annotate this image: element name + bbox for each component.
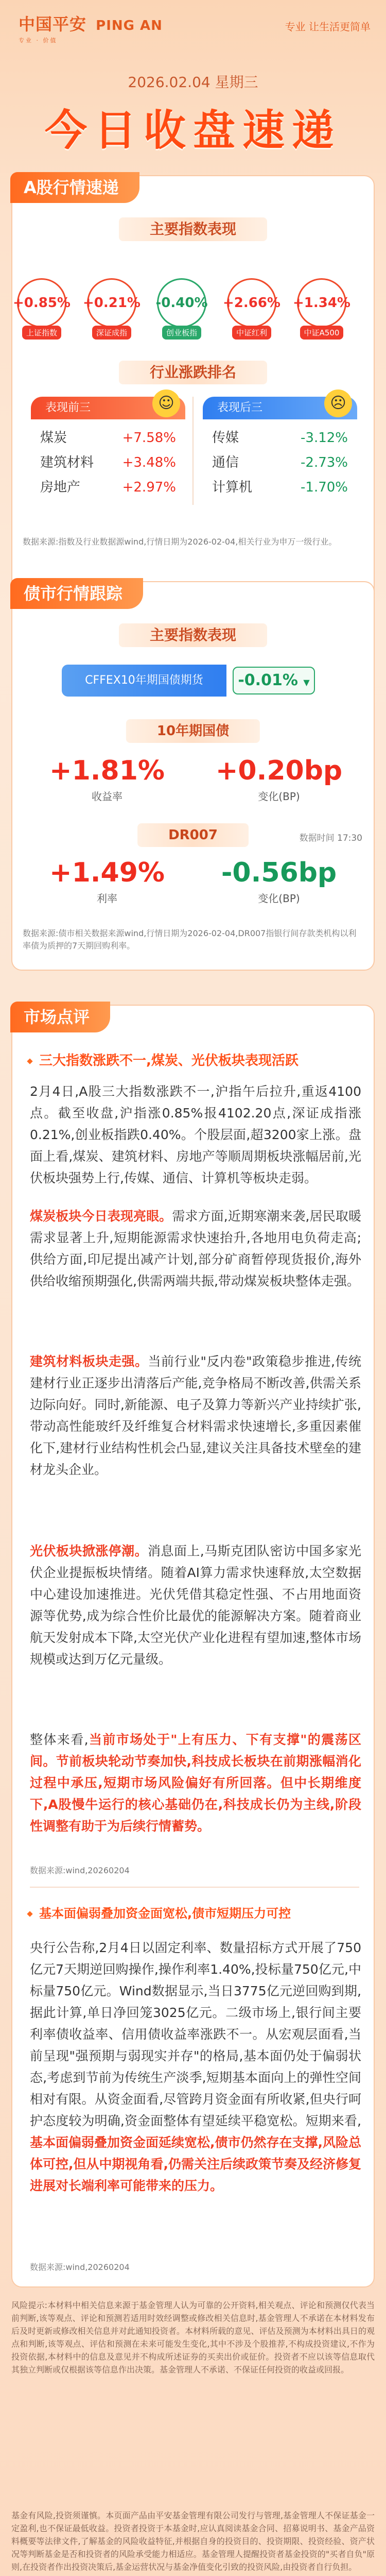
index-label: 上证指数 [22,326,61,340]
y10-change-value: +0.20bp [215,755,343,786]
index-value: +1.34% [297,278,346,328]
dr007-time: 数据时间 17:30 [299,833,362,843]
commentary-highlight: 基本面偏弱叠加资金面延续宽松,债市仍然存在支撑,风险总体可控,但从中期视角看,仍需关注后续政策节奏及经济修复进展对长端利率可能带来的压力。 [30,2135,361,2193]
industry-change: +3.48% [122,455,176,470]
brand-name-cn: 中国平安 [19,14,87,34]
industry-name: 通信 [212,455,239,470]
top-bar [0,0,386,46]
index-item[interactable] [224,278,279,335]
commentary-divider [30,1887,359,1888]
industry-name: 房地产 [40,480,81,495]
index-item[interactable] [154,278,209,335]
commentary-heading-2: 基本面偏弱叠加资金面宽松,债市短期压力可控 [28,1903,362,1921]
bond-section-title: 债市行情跟踪 [10,578,143,609]
index-value: +0.85% [17,278,66,328]
y10-yield-value: +1.81% [49,755,165,786]
industry-row [31,426,185,450]
a-share-note: 数据来源:指数及行业数据源wind,行情日期为2026-02-04,相关行业为申万一级行业。 [23,537,337,547]
cffex-value-text: -0.01% [238,671,298,689]
date-line: 2026.02.04 星期三 [128,74,258,91]
commentary-paragraph [30,1206,361,1292]
commentary-paragraph [30,1351,361,1481]
bond-note: 数据来源:债市相关数据来源wind,行情日期为2026-02-04,DR007指银行间存款类机构以利率债为质押的7天期回购利率。 [23,928,357,951]
industry-change: +2.97% [122,480,176,495]
y10-title: 10年期国债 [126,719,260,743]
commentary-body: 整体来看, [30,1732,89,1747]
commentary-paragraph [30,1540,361,1670]
dr007-change-label: 变化(BP) [258,892,300,905]
commentary-source: 数据来源:wind,20260204 [30,1866,130,1875]
industry-change: -1.70% [301,480,348,495]
index-value: +2.66% [227,278,276,328]
industry-title: 行业涨跌排名 [119,361,267,384]
y10-change-stat [202,755,356,803]
commentary-lead: 光伏板块掀涨停潮。 [30,1544,148,1558]
shocked-emoji-icon: ☹ [324,389,352,417]
dr007-change-stat [202,857,356,905]
commentary-heading-1: 三大指数涨跌不一,煤炭、光伏板块表现活跃 [28,1050,362,1069]
down-arrow-icon: ▼ [303,677,310,687]
commentary-paragraph: 2月4日,A股三大指数涨跌不一,沪指午后拉升,重返4100点。截至收盘,沪指涨0.85%报4102.20点,深证成指涨0.21%,创业板指跌0.40%。个股层面,超3200家上涨。盘面上看,煤炭、建筑材料、房地产等顺周期板块涨幅居前,光伏板块强势上行,传媒、通信、计算机等板块走弱。 [30,1084,361,1185]
commentary-paragraph [30,1937,361,2197]
industry-row [203,475,357,500]
industry-change: -3.12% [301,430,348,446]
industry-bottom-head: 表现后三 [203,397,357,419]
industry-row [203,426,357,450]
brand-slogan: 专业 让生活更简单 [285,21,371,33]
commentary-section-title: 市场点评 [10,1002,110,1032]
index-label: 中证红利 [232,326,271,340]
dr007-change-value: -0.56bp [221,857,337,888]
industry-change: +7.58% [122,430,176,446]
y10-change-label: 变化(BP) [258,790,300,803]
industry-row [31,475,185,500]
index-label: 创业板指 [162,326,201,340]
y10-yield-stat [30,755,184,803]
industry-name: 计算机 [212,480,253,495]
brand-sub: 专业 · 价值 [19,37,58,44]
commentary-lead: 建筑材料板块走强。 [30,1354,148,1369]
industry-name: 建筑材料 [40,455,94,470]
industry-row [203,450,357,475]
dr007-rate-stat [30,857,184,905]
index-item[interactable] [84,278,139,335]
a-share-section-title: A股行情速递 [10,172,139,203]
cffex-label: CFFEX10年期国债期货 [62,665,226,697]
dr007-rate-label: 利率 [97,892,117,905]
industry-top-head: 表现前三 [31,397,185,419]
industry-divider [192,397,194,505]
dr007-title: DR007 [137,823,249,847]
index-item[interactable] [294,278,349,335]
commentary-body: 消息面上,马斯克团队密访中国多家光伏企业提振板块情绪。随着AI算力需求快速释放,太空数据中心建设加速推进。光伏凭借其稳定性强、不占用地面资源等优势,成为综合性价比最优的能源解决方案。随着商业航天发射成本下降,太空光伏产业化进程有望加速,整体市场规模或达到万亿元量级。 [30,1544,361,1667]
commentary-highlight: 当前市场处于"上有压力、下有支撑"的震荡区间。节前板块轮动节奏加快,科技成长板块在前期涨幅消化过程中承压,短期市场风险偏好有所回落。但中长期维度下,A股慢牛运行的核心基础仍在,科技成长仍为主线,阶段性调整有助于为后续行情蓄势。 [30,1732,361,1834]
industry-name: 传媒 [212,430,239,446]
cffex-row[interactable] [62,665,324,697]
industry-row [31,450,185,475]
commentary-paragraph [30,1729,361,1837]
commentary-lead: 煤炭板块今日表现亮眼。 [30,1209,172,1224]
index-label: 深证成指 [92,326,131,340]
y10-yield-label: 收益率 [92,790,122,803]
industry-name: 煤炭 [40,430,67,446]
commentary-body: 需求方面,近期寒潮来袭,居民取暖需求显著上升,短期能源需求快速抬升,各地用电负荷走高;供给方面,印尼提出减产计划,部分矿商暂停现货报价,海外供给收缩预期强化,供需两端共振,带动煤炭板块整体走强。 [30,1209,361,1289]
index-list [14,278,349,335]
industry-change: -2.73% [301,455,348,470]
a-share-indices-title: 主要指数表现 [119,217,267,241]
risk-disclaimer: 风险提示:本材料中相关信息来源于基金管理人认为可靠的公开资料,相关观点、评论和预测仅代表当前判断,该等观点、评论和预测若适用时效经调整或修改相关信息时,基金管理人不承诺在本材料发布后及时更新或修改相关信息并对此通知投资者。本材料所载的意见、评估及预测为本材料出具日的观点和判断,该等观点、评估和预测在未来可能发生变化,其中不涉及个股推荐,不构成投资建议,不作为投资依据,本材料中的信息及意见并不构成所述证券的买卖出价或征价。投资者不应以该等信息取代其独立判断或仅根据该等信息作出决策。基金管理人不承诺、不保证任何投资的收益或回报。 [11,2300,375,2375]
brand-name-en: PING AN [96,18,163,33]
index-value: +0.21% [87,278,136,328]
index-item[interactable] [14,278,69,335]
commentary-body: 央行公告称,2月4日以固定利率、数量招标方式开展了750亿元7天期逆回购操作,操作利率1.40%,投标量750亿元,中标量750亿元。Wind数据显示,当日3775亿元逆回购到期,据此计算,单日净回笼3025亿元。二级市场上,银行间主要利率债收益率、信用债收益率涨跌不一。从宏观层面看,当前呈现"强预期与弱现实并存"的格局,基本面仍处于偏弱状态,考虑到节前为传统生产淡季,短期基本面向上的弹性空间相对有限。从资金面看,尽管跨月资金面有所收紧,但央行呵护态度较为明确,资金面整体有望延续平稳宽松。短期来看, [30,1940,361,2128]
fund-disclaimer: 基金有风险,投资须谨慎。本页面产品由平安基金管理有限公司发行与管理,基金管理人不保证基金一定盈利,也不保证最低收益。投资者投资于本基金时,应认真阅读基金合同、招募说明书、基金产品资料概要等法律文件,了解基金的风险收益特征,并根据自身的投资目的、投资期限、投资经验、资产状况等判断基金是否和投资者的风险承受能力相适应。基金管理人提醒投资者基金投资的"买者自负"原则,在投资者作出投资决策后,基金运营状况与基金净值变化引致的投资风险,由投资者自行负担。 [11,2511,375,2572]
cffex-value [233,667,315,694]
happy-emoji-icon: ☺ [152,389,180,417]
industry-bottom-list [203,394,357,500]
index-label: 中证A500 [300,326,344,340]
brand-logo [19,11,163,44]
index-value: -0.40% [157,278,206,328]
dr007-rate-value: +1.49% [49,857,165,888]
industry-top-list [31,394,185,500]
commentary-body: 当前行业"反内卷"政策稳步推进,传统建材行业正逐步出清落后产能,竞争格局不断改善,供需关系边际向好。同时,新能源、电子及算力等新兴产业持续扩张,带动高性能玻纤及纤维复合材料需求快速增长,多重因素催化下,建材行业结构性机会凸显,建议关注具备技术壁垒的建材龙头企业。 [30,1354,361,1477]
bond-indices-title: 主要指数表现 [119,623,267,647]
commentary-source: 数据来源:wind,20260204 [30,2262,130,2272]
page-title: 今日收盘速递 [44,106,341,155]
